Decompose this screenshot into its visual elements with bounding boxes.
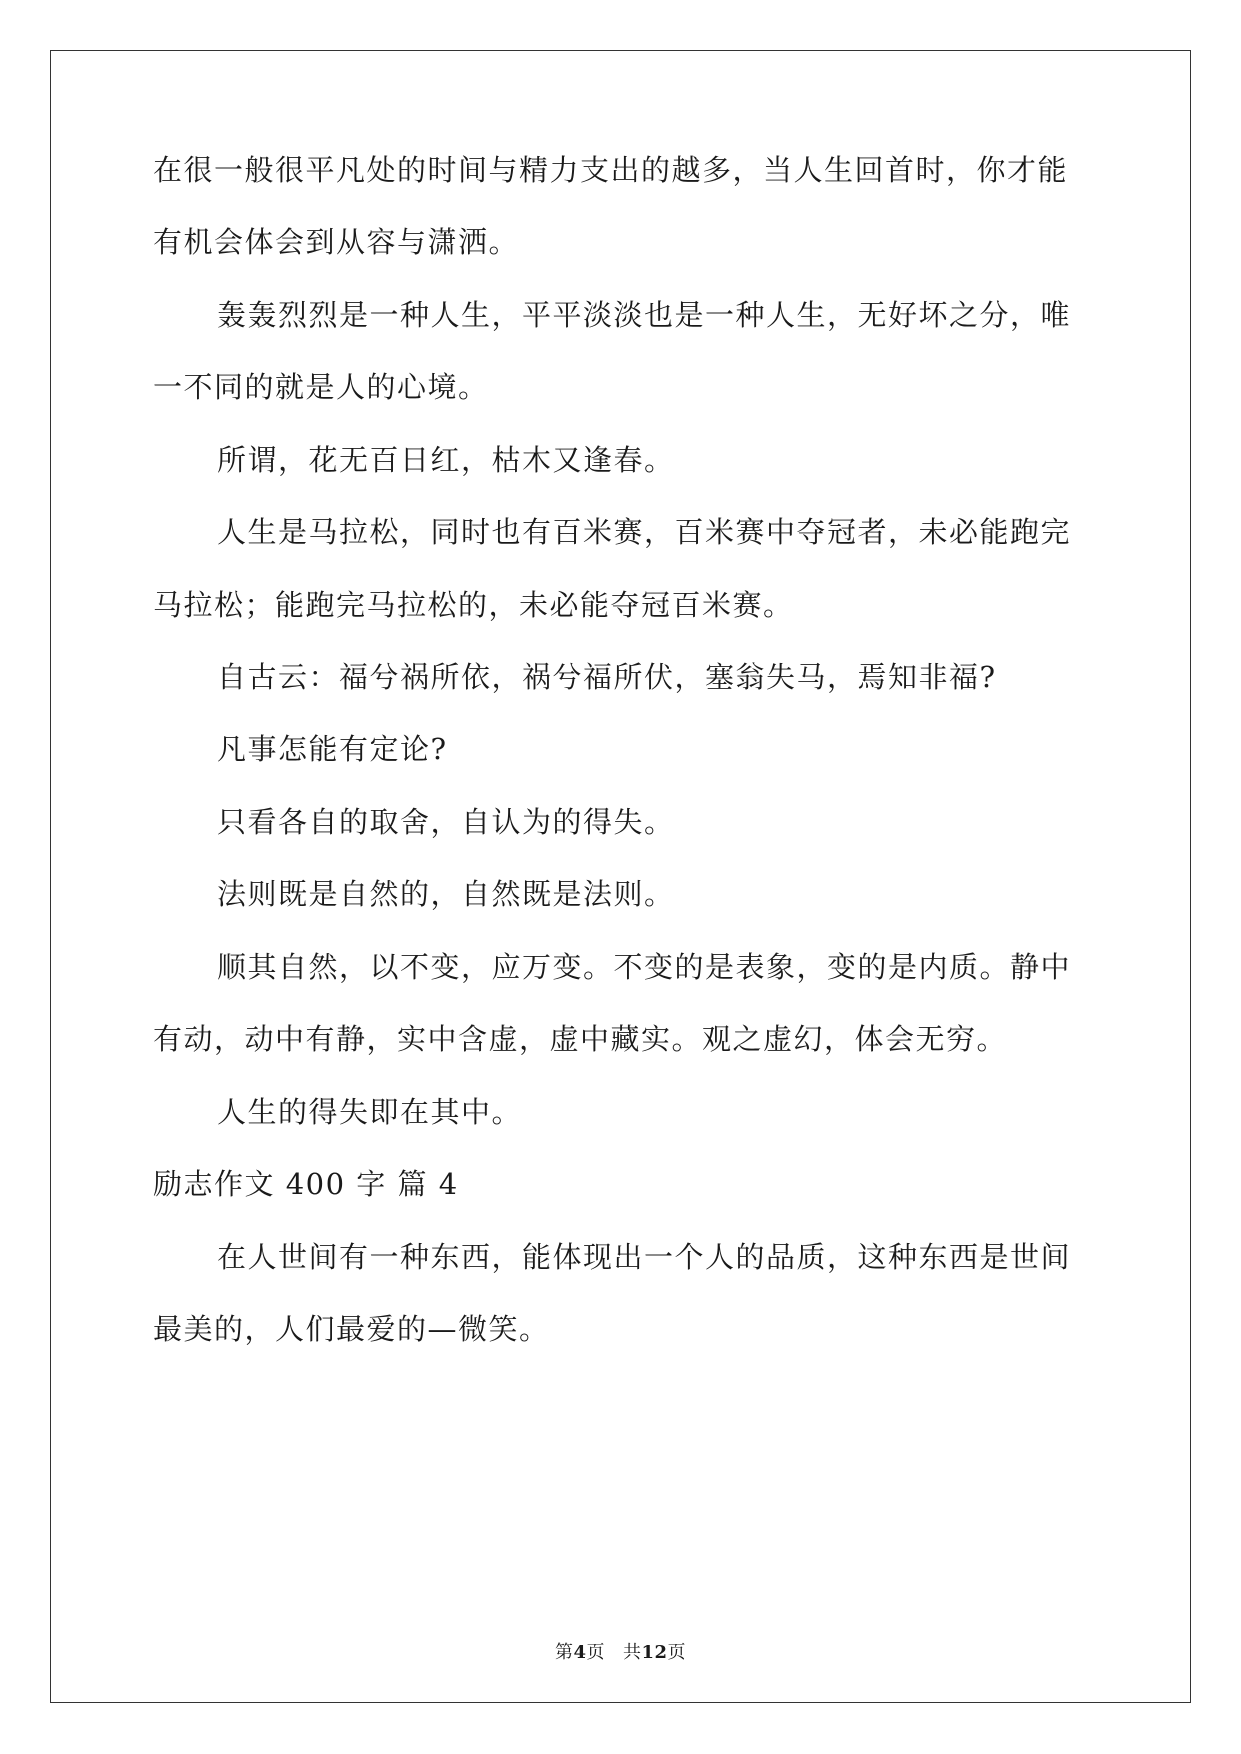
footer-total-unit: 页 <box>667 1642 687 1663</box>
text-line: 顺其自然，以不变，应万变。不变的是表象，变的是内质。静中 <box>217 950 1072 984</box>
text-line: 有机会体会到从容与潇洒。 <box>153 225 520 259</box>
text-line: 最美的，人们最爱的—微笑。 <box>153 1312 550 1346</box>
footer-page-unit: 页 <box>586 1642 605 1663</box>
text-line: 在很一般很平凡处的时间与精力支出的越多，当人生回首时，你才能 <box>153 153 1069 187</box>
text-line: 在人世间有一种东西，能体现出一个人的品质，这种东西是世间 <box>217 1240 1072 1274</box>
text-line: 有动，动中有静，实中含虚，虚中藏实。观之虚幻，体会无穷。 <box>153 1022 1008 1056</box>
section-heading: 励志作文 400 字 篇 4 <box>153 1167 459 1201</box>
text-line: 法则既是自然的，自然既是法则。 <box>217 877 675 911</box>
footer-total-prefix: 共 <box>622 1642 642 1663</box>
footer-prefix: 第 <box>554 1642 574 1663</box>
text-line: 所谓，花无百日红，枯木又逢春。 <box>217 443 675 477</box>
text-line: 人生的得失即在其中。 <box>217 1095 523 1129</box>
page-footer <box>0 1638 1241 1664</box>
text-line: 自古云：福兮祸所依，祸兮福所伏，塞翁失马，焉知非福? <box>217 660 997 694</box>
text-line: 一不同的就是人的心境。 <box>153 370 489 404</box>
text-line: 轰轰烈烈是一种人生，平平淡淡也是一种人生，无好坏之分，唯 <box>217 298 1072 332</box>
total-page-number: 12 <box>641 1642 668 1663</box>
text-line: 凡事怎能有定论? <box>217 732 448 766</box>
current-page-number: 4 <box>573 1642 587 1663</box>
text-line: 马拉松；能跑完马拉松的，未必能夺冠百米赛。 <box>153 588 794 622</box>
text-line: 只看各自的取舍，自认为的得失。 <box>217 805 675 839</box>
text-line: 人生是马拉松，同时也有百米赛，百米赛中夺冠者，未必能跑完 <box>217 515 1072 549</box>
